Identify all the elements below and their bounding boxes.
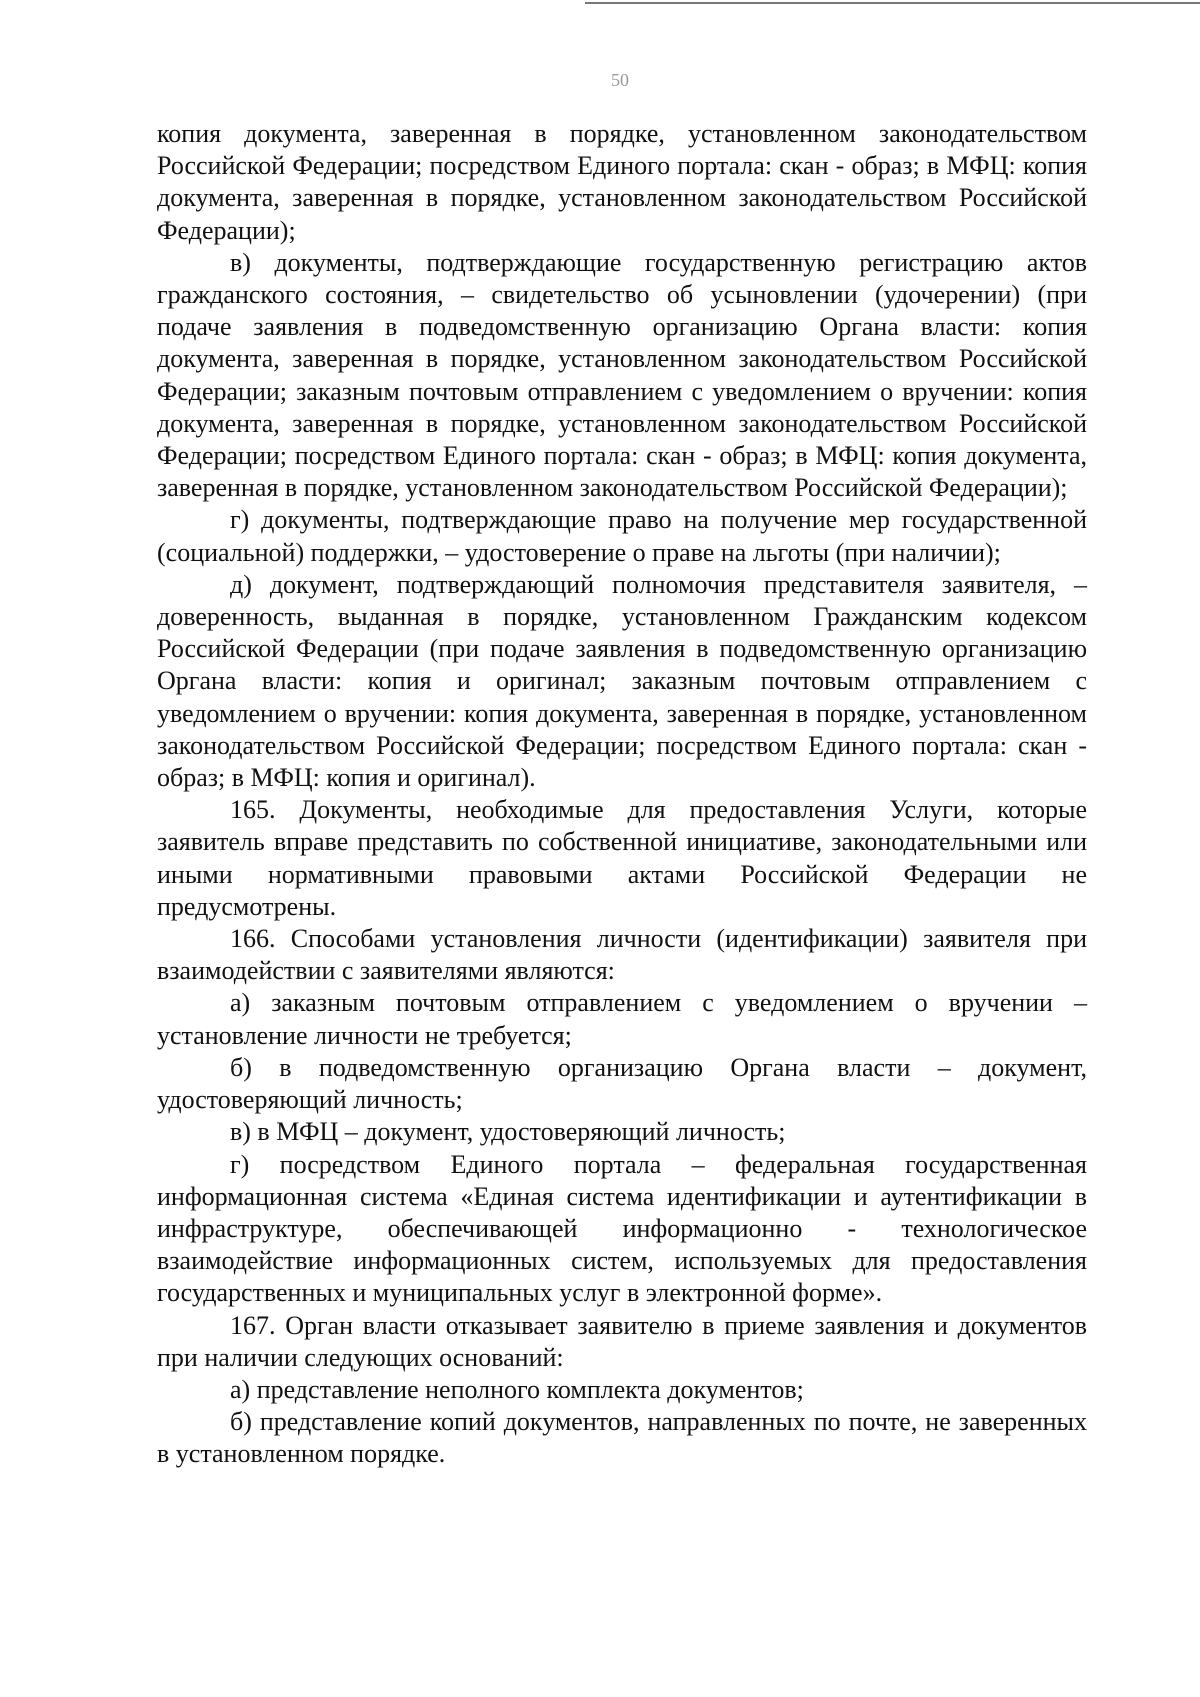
paragraph-clause-165: 165. Документы, необходимые для предоставления Услуги, которые заявитель вправе представить по собственной инициативе, законодательными или иными нормативными правовыми актами Российской Федерации не предусмотрены. [157,795,1087,921]
paragraph-clause-167-b: б) представление копий документов, направленных по почте, не заверенных в установленном порядке. [157,1407,1087,1469]
paragraph-continuation: копия документа, заверенная в порядке, установленном законодательством Российской Федерации; посредством Единого портала: скан - образ; в МФЦ: копия документа, заверенная в порядке, установленном законодательством Российской Федерации); [157,119,1087,245]
paragraph-clause-167-a: а) представление неполного комплекта документов; [230,1374,804,1404]
paragraph-clause-166-v: в) в МФЦ – документ, удостоверяющий личность; [230,1117,786,1147]
paragraph-clause-166-a: а) заказным почтовым отправлением с уведомлением о вручении – установление личности не требуется; [157,988,1087,1050]
paragraph-item-v-civil-status: в) документы, подтверждающие государственную регистрацию актов гражданского состояния, – свидетельство об усыновлении (удочерении) (при подаче заявления в подведомственную организацию Органа власти: копия документа, заверенная в порядке, установленном законодательством Российской Федерации; заказным почтовым отправлением с уведомлением о вручении: копия документа, заверенная в порядке, установленном законодательством Российской Федерации; посредством Единого портала: скан - образ; в МФЦ: копия документа, заверенная в порядке, установленном законодательством Российской Федерации); [157,247,1087,503]
top-border-line [585,2,1200,4]
paragraph-clause-166-g: г) посредством Единого портала – федеральная государственная информационная система «Единая система идентификации и аутентификации в инфраструктуре, обеспечивающей информационно - технологическое взаимодействие информационных систем, используемых для предоставления государственных и муниципальных услуг в электронной форме». [157,1149,1087,1308]
paragraph-clause-167: 167. Орган власти отказывает заявителю в приеме заявления и документов при наличии следующих оснований: [157,1310,1087,1372]
page-number: 50 [611,70,629,90]
document-body [157,118,1087,1471]
paragraph-clause-166: 166. Способами установления личности (идентификации) заявителя при взаимодействии с заявителями являются: [157,924,1087,986]
paragraph-clause-166-b: б) в подведомственную организацию Органа власти – документ, удостоверяющий личность; [157,1052,1087,1115]
paragraph-item-g-benefits: г) документы, подтверждающие право на получение мер государственной (социальной) поддержки, – удостоверение о праве на льготы (при наличии); [157,505,1087,567]
paragraph-item-d-power-of-attorney: д) документ, подтверждающий полномочия представителя заявителя, – доверенность, выданная в порядке, установленном Гражданским кодексом Российской Федерации (при подаче заявления в подведомственную организацию Органа власти: копия и оригинал; заказным почтовым отправлением с уведомлением о вручении: копия документа, заверенная в порядке, установленном законодательством Российской Федерации; посредством Единого портала: скан - образ; в МФЦ: копия и оригинал). [157,569,1087,793]
